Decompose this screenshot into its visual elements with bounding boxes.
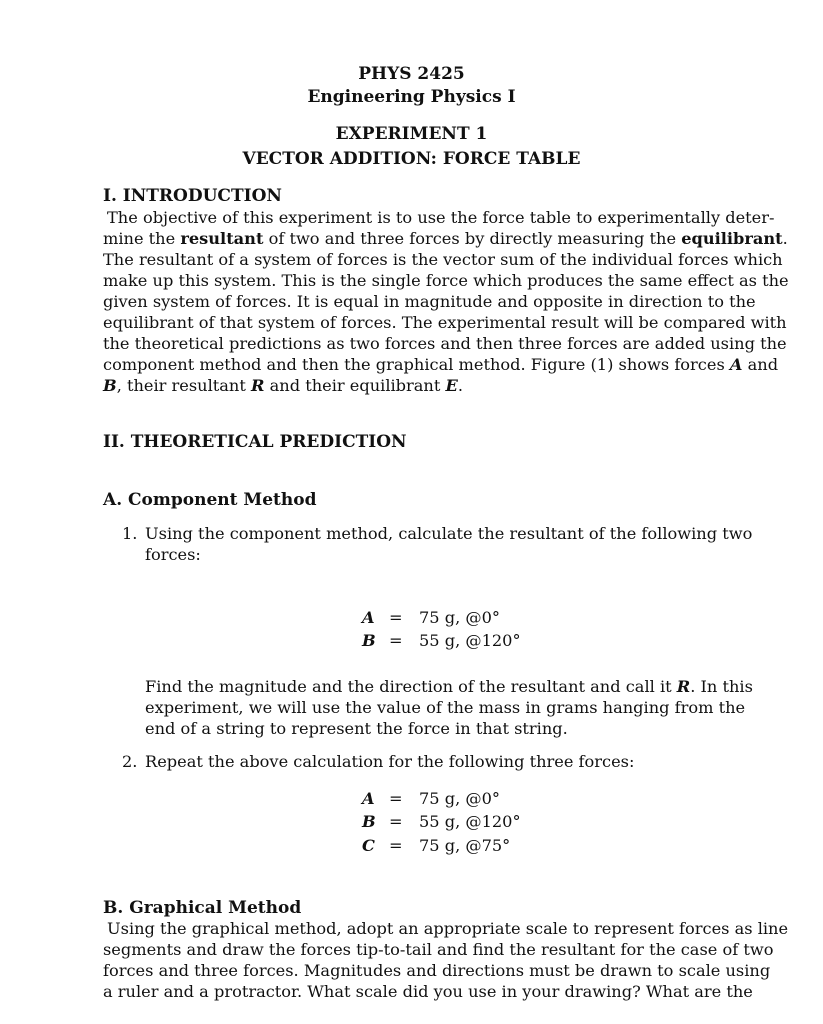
find-line-2: experiment, we will use the value of the mass in grams hanging from the bbox=[145, 698, 746, 717]
graphical-line-3: forces and three forces. Magnitudes and directions must be drawn to scale using bbox=[103, 961, 771, 980]
item-1-line-2: forces: bbox=[145, 545, 201, 564]
resultant-term: resultant bbox=[180, 229, 264, 248]
course-name: Engineering Physics I bbox=[307, 87, 516, 107]
find-line-1: Find the magnitude and the direction of the resultant and call it R. In this bbox=[145, 677, 753, 696]
intro-line-4: make up this system. This is the single force which produces the same effect as the bbox=[103, 271, 789, 290]
item-2-number: 2. bbox=[122, 752, 138, 771]
component-method-heading: A. Component Method bbox=[103, 490, 317, 510]
item-1-number: 1. bbox=[122, 524, 138, 543]
graphical-line-2: segments and draw the forces tip-to-tail and find the resultant for the case of two bbox=[103, 940, 774, 959]
intro-line-5: given system of forces. It is equal in magnitude and opposite in direction to the bbox=[103, 292, 756, 311]
graphical-method-heading: B. Graphical Method bbox=[103, 898, 302, 918]
theory-heading: II. THEORETICAL PREDICTION bbox=[103, 432, 407, 452]
intro-line-9: B, their resultant R and their equilibrant E. bbox=[103, 376, 463, 395]
equilibrant-term: equilibrant bbox=[681, 229, 783, 248]
experiment-title: VECTOR ADDITION: FORCE TABLE bbox=[242, 149, 581, 169]
item-2-line-1: Repeat the above calculation for the following three forces: bbox=[145, 752, 635, 771]
graphical-line-1: Using the graphical method, adopt an appropriate scale to represent forces as line bbox=[107, 919, 789, 938]
intro-line-8: component method and then the graphical method. Figure (1) shows forces A and bbox=[103, 355, 779, 374]
intro-line-1: The objective of this experiment is to use the force table to experimentally deter- bbox=[107, 208, 775, 227]
intro-line-3: The resultant of a system of forces is the vector sum of the individual forces which bbox=[103, 250, 783, 269]
intro-line-6: equilibrant of that system of forces. The experimental result will be compared with bbox=[103, 313, 787, 332]
experiment-number: EXPERIMENT 1 bbox=[335, 124, 488, 144]
intro-line-2: mine the resultant of two and three forces by directly measuring the equilibrant. bbox=[103, 229, 788, 248]
graphical-line-4: a ruler and a protractor. What scale did you use in your drawing? What are the bbox=[103, 982, 753, 1001]
find-line-3: end of a string to represent the force in that string. bbox=[145, 719, 568, 738]
intro-line-7: the theoretical predictions as two forces and then three forces are added using the bbox=[103, 334, 787, 353]
item-1-line-1: Using the component method, calculate the resultant of the following two bbox=[145, 524, 753, 543]
introduction-heading: I. INTRODUCTION bbox=[103, 186, 282, 206]
course-code: PHYS 2425 bbox=[358, 64, 465, 84]
